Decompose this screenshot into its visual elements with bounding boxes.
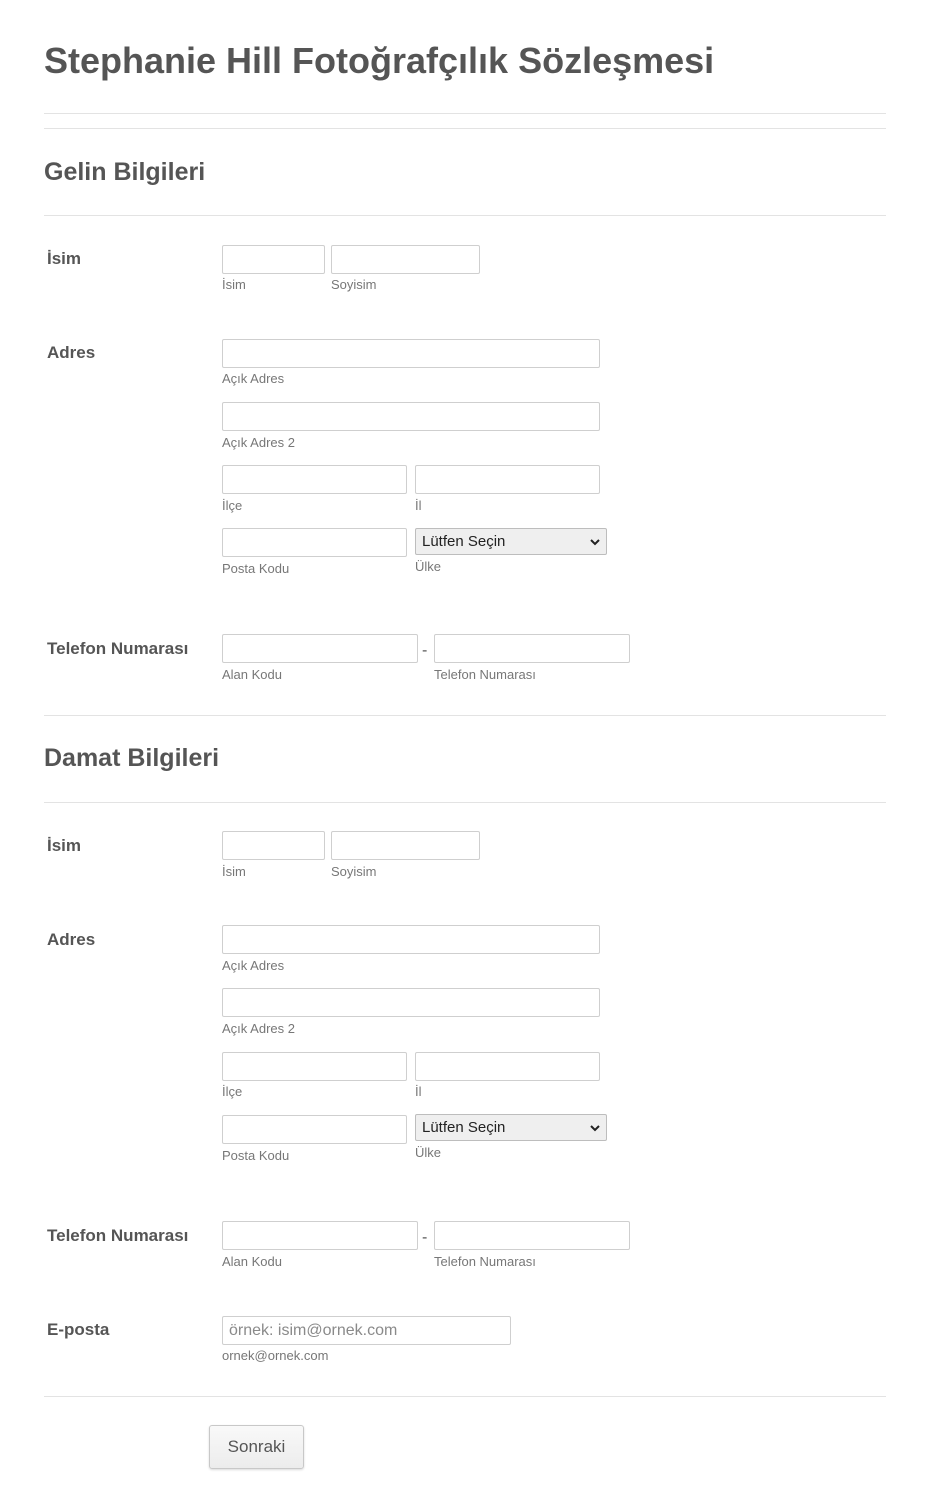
bride-district-sublabel: İlçe	[222, 498, 243, 513]
bride-last-name-input[interactable]	[331, 245, 480, 274]
bride-city-input[interactable]	[415, 465, 600, 494]
bride-street-address-input[interactable]	[222, 339, 600, 368]
bride-area-code-sublabel: Alan Kodu	[222, 667, 282, 682]
email-label: E-posta	[47, 1320, 110, 1339]
phone-separator: -	[422, 642, 428, 659]
groom-address-label: Adres	[47, 930, 96, 949]
bride-phone-number-sublabel: Telefon Numarası	[434, 667, 536, 682]
groom-district-input[interactable]	[222, 1052, 407, 1081]
bride-first-name-sublabel: İsim	[222, 277, 246, 292]
form-title: Stephanie Hill Fotoğrafçılık Sözleşmesi	[44, 40, 715, 81]
groom-street-address-input[interactable]	[222, 925, 600, 954]
divider	[44, 715, 886, 716]
bride-postal-code-sublabel: Posta Kodu	[222, 561, 290, 576]
bride-last-name-sublabel: Soyisim	[331, 277, 377, 292]
bride-postal-code-input[interactable]	[222, 528, 407, 557]
groom-area-code-sublabel: Alan Kodu	[222, 1254, 282, 1269]
groom-phone-label: Telefon Numarası	[47, 1226, 189, 1245]
groom-city-sublabel: İl	[415, 1084, 422, 1099]
groom-country-selected-value: Lütfen Seçin	[422, 1119, 506, 1136]
divider	[44, 128, 886, 129]
section-title-groom: Damat Bilgileri	[44, 744, 220, 772]
groom-postal-code-input[interactable]	[222, 1115, 407, 1144]
bride-country-selected-value: Lütfen Seçin	[422, 533, 506, 550]
bride-country-sublabel: Ülke	[415, 559, 442, 574]
phone-separator: -	[422, 1229, 428, 1246]
groom-area-code-input[interactable]	[222, 1221, 418, 1250]
groom-city-input[interactable]	[415, 1052, 600, 1081]
bride-phone-label: Telefon Numarası	[47, 639, 189, 658]
bride-street-address-2-input[interactable]	[222, 402, 600, 431]
chevron-down-icon	[590, 1123, 600, 1133]
bride-country-select[interactable]	[415, 528, 607, 555]
groom-phone-number-sublabel: Telefon Numarası	[434, 1254, 536, 1269]
groom-country-select[interactable]	[415, 1114, 607, 1141]
section-title-bride: Gelin Bilgileri	[44, 158, 206, 186]
divider	[44, 1396, 886, 1397]
groom-first-name-input[interactable]	[222, 831, 325, 860]
email-sublabel: ornek@ornek.com	[222, 1348, 329, 1363]
divider	[44, 113, 886, 114]
bride-phone-number-input[interactable]	[434, 634, 630, 663]
bride-street-address-2-sublabel: Açık Adres 2	[222, 435, 295, 450]
bride-area-code-input[interactable]	[222, 634, 418, 663]
groom-phone-number-input[interactable]	[434, 1221, 630, 1250]
groom-street-address-2-sublabel: Açık Adres 2	[222, 1021, 295, 1036]
groom-first-name-sublabel: İsim	[222, 864, 246, 879]
groom-country-sublabel: Ülke	[415, 1145, 442, 1160]
bride-first-name-input[interactable]	[222, 245, 325, 274]
bride-city-sublabel: İl	[415, 498, 422, 513]
groom-name-label: İsim	[47, 836, 82, 855]
divider	[44, 802, 886, 803]
groom-last-name-input[interactable]	[331, 831, 480, 860]
chevron-down-icon	[590, 537, 600, 547]
groom-district-sublabel: İlçe	[222, 1084, 243, 1099]
bride-address-label: Adres	[47, 343, 96, 362]
groom-last-name-sublabel: Soyisim	[331, 864, 377, 879]
email-input[interactable]	[222, 1316, 511, 1345]
groom-street-address-sublabel: Açık Adres	[222, 958, 285, 973]
bride-district-input[interactable]	[222, 465, 407, 494]
next-button[interactable]: Sonraki	[209, 1425, 304, 1469]
bride-name-label: İsim	[47, 249, 82, 268]
divider	[44, 215, 886, 216]
groom-street-address-2-input[interactable]	[222, 988, 600, 1017]
groom-postal-code-sublabel: Posta Kodu	[222, 1148, 290, 1163]
bride-street-address-sublabel: Açık Adres	[222, 371, 285, 386]
